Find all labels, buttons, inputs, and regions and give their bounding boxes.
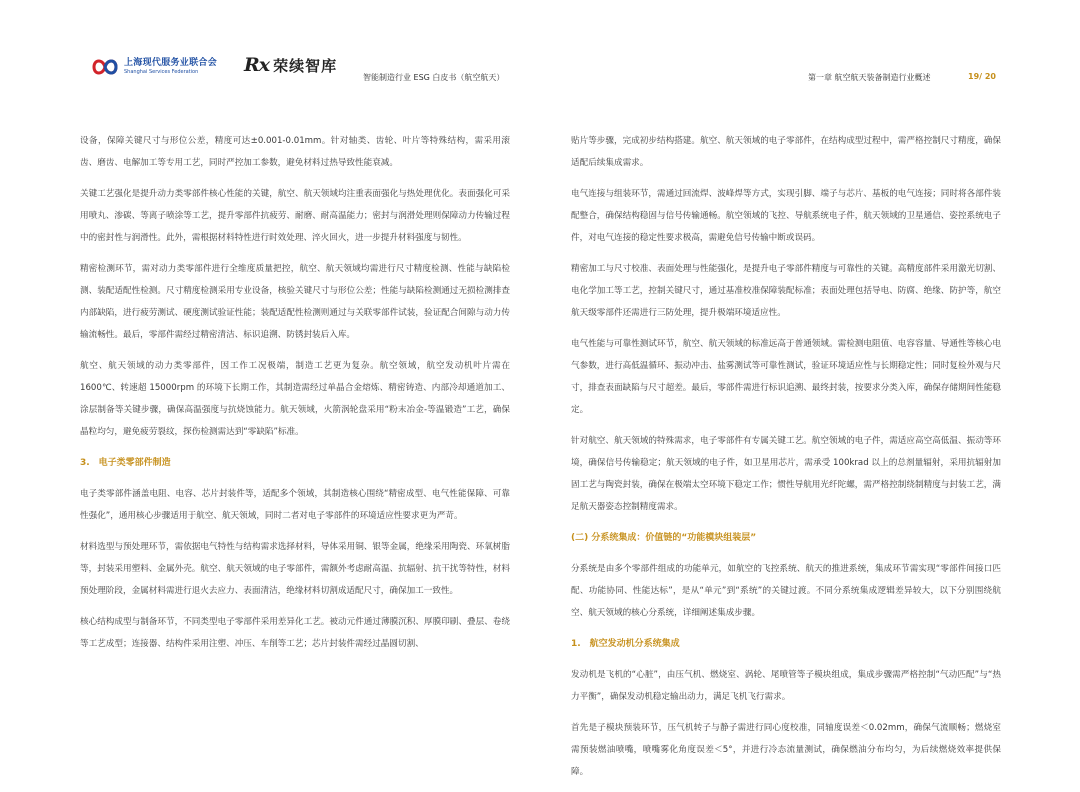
paragraph: 核心结构成型与制备环节，不同类型电子零部件采用差异化工艺。被动元件通过薄膜沉积、厚膜印刷、叠层、卷绕等工艺成型；连接器、结构件采用注塑、冲压、车削等工艺；芯片封装件需经过晶圆切割、	[80, 617, 510, 649]
brand-logo	[244, 54, 337, 76]
paragraph: 关键工艺强化是提升动力类零部件核心性能的关键，航空、航天领域均注重表面强化与热处理优化。表面强化可采用喷丸、渗碳、等离子喷涂等工艺，提升零部件抗疲劳、耐磨、耐高温能力；密封与润滑处理则保障动力传输过程中的密封性与润滑性。此外，需根据材料特性进行时效处理、淬火回火，进一步提升材料强度与韧性。	[80, 189, 510, 243]
paragraph: 航空、航天领域的动力类零部件，因工作工况极端，制造工艺更为复杂。航空领域，航空发动机叶片需在 1600℃、转速超 15000rpm 的环境下长期工作，其制造需经过单晶合金熔炼、精密铸造、内部冷却通道加工、涂层制备等关键步骤，确保高温强度与抗烧蚀能力。航天领域，火箭涡轮盘采用“粉末冶金-等温锻造”工艺，确保晶粒均匀，避免疲劳裂纹，探伤检测需达到“零缺陷”标准。	[80, 361, 510, 437]
paragraph: 材料选型与预处理环节，需依据电气特性与结构需求选择材料，导体采用铜、银等金属，绝缘采用陶瓷、环氧树脂等，封装采用塑料、金属外壳。航空、航天领域的电子零部件，需额外考虑耐高温、抗辐射、抗干扰等特性，材料预处理阶段，金属材料需进行退火去应力、表面清洁，绝缘材料切割成适配尺寸，确保加工一致性。	[80, 542, 510, 596]
page-number: 19/ 20	[968, 72, 996, 81]
right-column	[571, 130, 1001, 792]
org-name: 上海现代服务业联合会	[124, 58, 218, 68]
section-heading: 1. 航空发动机分系统集成	[571, 639, 680, 649]
paragraph: 首先是子模块预装环节，压气机转子与静子需进行同心度校准，同轴度误差＜0.02mm，确保气流顺畅；燃烧室需预装燃油喷嘴，喷嘴雾化角度误差＜5°，并进行冷态流量测试，确保燃油分布均匀，为后续燃烧效率提供保障。	[571, 723, 1001, 777]
page-header	[0, 0, 1080, 90]
document-title: 智能制造行业 ESG 白皮书（航空航天）	[363, 73, 505, 82]
paragraph: 精密检测环节，需对动力类零部件进行全维度质量把控，航空、航天领域均需进行尺寸精度检测、性能与缺陷检测、装配适配性检测。尺寸精度检测采用专业设备，核验关键尺寸与形位公差；性能与缺陷检测通过无损检测排查内部缺陷，进行疲劳测试、硬度测试验证性能；装配适配性检测则通过与关联零部件试装，验证配合间隙与动力传输流畅性。最后，零部件需经过精密清洁、标识追溯、防锈封装后入库。	[80, 264, 510, 340]
paragraph: 针对航空、航天领域的特殊需求，电子零部件有专属关键工艺。航空领域的电子件，需适应高空高低温、振动等环境，确保信号传输稳定；航天领域的电子件，如卫星用芯片，需承受 100krad 以上的总剂量辐射，采用抗辐射加固工艺与陶瓷封装，确保在极端太空环境下稳定工作；惯性导航用光纤陀螺，需严格控制绕制精度与封装工艺，满足航天器姿态控制精度需求。	[571, 436, 1001, 512]
brand-mark: Rx	[244, 54, 270, 76]
chapter-title: 第一章 航空航天装备制造行业概述	[808, 73, 931, 82]
paragraph: 电气连接与组装环节，需通过回流焊、波峰焊等方式，实现引脚、端子与芯片、基板的电气连接；同时将各部件装配整合，确保结构稳固与信号传输通畅。航空领域的飞控、导航系统电子件，航天领域的卫星通信、姿控系统电子件，对电气连接的稳定性要求极高，需避免信号传输中断或误码。	[571, 189, 1001, 243]
paragraph: 分系统是由多个零部件组成的功能单元，如航空的飞控系统、航天的推进系统，集成环节需实现“零部件间接口匹配、功能协同、性能达标”，是从“单元”到“系统”的关键过渡。不同分系统集成逻辑差异较大，以下分别围绕航空、航天领域的核心分系统，详细阐述集成步骤。	[571, 564, 1001, 618]
paragraph: 发动机是飞机的“心脏”，由压气机、燃烧室、涡轮、尾喷管等子模块组成，集成步骤需严格控制“气动匹配”与“热力平衡”，确保发动机稳定输出动力，满足飞机飞行需求。	[571, 670, 1001, 702]
section-heading: 3. 电子类零部件制造	[80, 458, 171, 468]
brand-name: 荣续智库	[273, 56, 338, 75]
paragraph: 电气性能与可靠性测试环节，航空、航天领域的标准远高于普通领域。需检测电阻值、电容容量、导通性等核心电气参数，进行高低温循环、振动冲击、盐雾测试等可靠性测试，验证环境适应性与长期稳定性；同时复检外观与尺寸，排查表面缺陷与尺寸超差。最后，零部件需进行标识追溯、最终封装，按要求分类入库，确保存储期间性能稳定。	[571, 339, 1001, 415]
org-logo-icon	[92, 56, 118, 78]
org-logo	[92, 56, 217, 78]
paragraph: 设备，保障关键尺寸与形位公差，精度可达±0.001-0.01mm。针对轴类、齿轮、叶片等特殊结构，需采用滚齿、磨齿、电解加工等专用工艺，同时严控加工参数，避免材料过热导致性能衰减。	[80, 136, 510, 168]
paragraph: 贴片等步骤，完成初步结构搭建。航空、航天领域的电子零部件，在结构成型过程中，需严格控制尺寸精度，确保适配后续集成需求。	[571, 136, 1001, 168]
paragraph: 电子类零部件涵盖电阻、电容、芯片封装件等，适配多个领域，其制造核心围绕“精密成型、电气性能保障、可靠性强化”，通用核心步骤适用于航空、航天领域，同时二者对电子零部件的环境适应性要求更为严苛。	[80, 489, 510, 521]
left-column	[80, 130, 510, 664]
paragraph: 精密加工与尺寸校准、表面处理与性能强化，是提升电子零部件精度与可靠性的关键。高精度部件采用激光切割、电化学加工等工艺，控制关键尺寸，通过基准校准保障装配标准；表面处理包括导电、防腐、绝缘、防护等，航空航天级零部件还需进行三防处理，提升极端环境适应性。	[571, 264, 1001, 318]
section-heading: (二) 分系统集成：价值链的“功能模块组装层”	[571, 533, 757, 543]
org-name-en: Shanghai Services Federation	[124, 69, 199, 75]
